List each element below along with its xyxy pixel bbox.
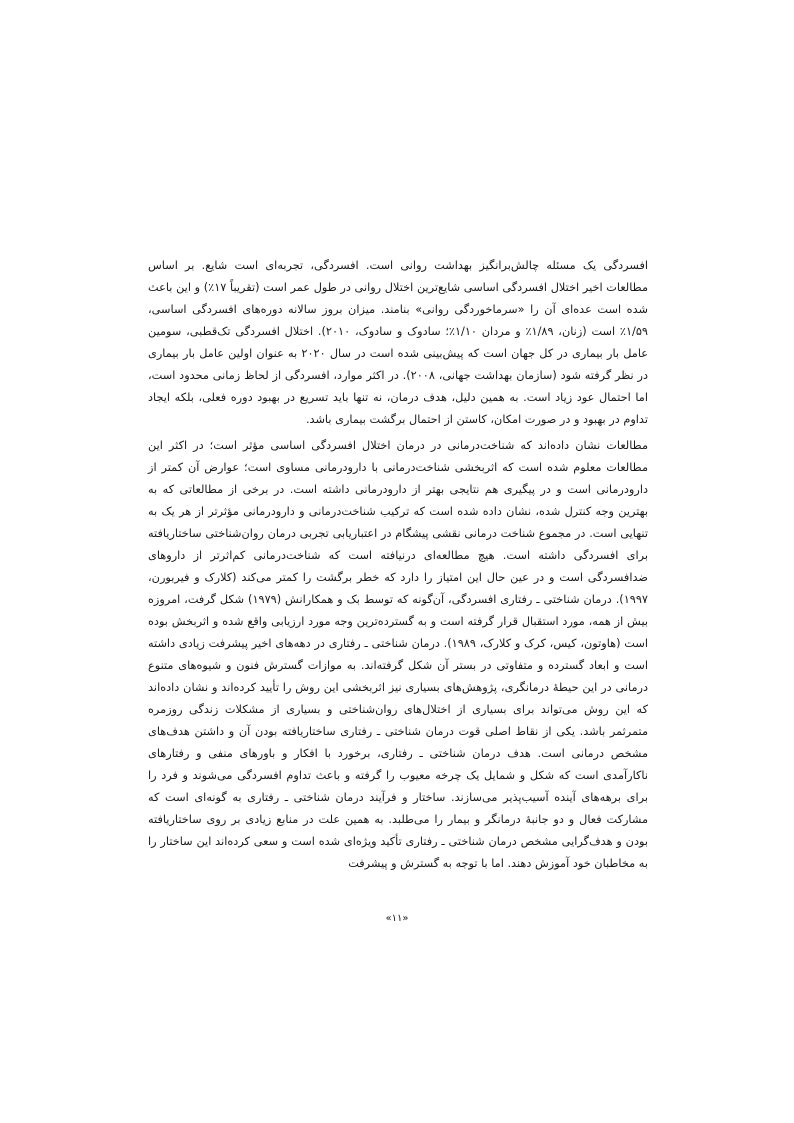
paragraph-1: افسردگی یک مسئله چالش‌برانگیز بهداشت روانی است. افسردگی، تجربه‌ای است شایع. بر اساس مطالعات اخیر اختلال افسردگی اساسی شایع‌ترین اختلال روانی در طول عمر است (تقریباً ۱۷٪) و این باعث شده است عده‌ای آن را «سرماخوردگی روانی» بنامند. میزان بروز سالانه دوره‌های افسردگی اساسی، ۱/۵۹٪ است (زنان، ۱/۸۹٪ و مردان ۱/۱۰٪؛ سادوک و سادوک، ۲۰۱۰). اختلال افسردگی تک‌قطبی، سومین عامل بار بیماری در کل جهان است که پیش‌بینی شده است در سال ۲۰۲۰ به عنوان اولین عامل بار بیماری در نظر گرفته شود (سازمان بهداشت جهانی، ۲۰۰۸). در اکثر موارد، افسردگی از لحاظ زمانی محدود است، اما احتمال عود زیاد است. به همین دلیل، هدف درمان، نه تنها باید تسریع در بهبود دوره فعلی، بلکه ایجاد تداوم در بهبود و در صورت امکان، کاستن از احتمال برگشت بیماری باشد. (148, 259, 648, 426)
page-body (148, 255, 648, 875)
page-number: «۱۱» (385, 913, 409, 924)
paragraph-2: مطالعات نشان داده‌اند که شناخت‌درمانی در درمان اختلال افسردگی اساسی مؤثر است؛ در اکثر این مطالعات معلوم شده است که اثربخشی شناخت‌درمانی با دارودرمانی مساوی است؛ عوارض آن کمتر از دارودرمانی است و در پیگیری هم نتایجی بهتر از دارودرمانی داشته است. در برخی از مطالعاتی که به بهترین وجه کنترل شده، نشان داده شده است که ترکیب شناخت‌درمانی و دارودرمانی مؤثرتر از هر یک به تنهایی است. در مجموع شناخت درمانی نقشی پیشگام در اعتباریابی تجربی درمان روان‌شناختی ساختاریافته برای افسردگی داشته است. هیچ مطالعه‌ای درنیافته است که شناخت‌درمانی کم‌اثرتر از داروهای ضدافسردگی است و در عین حال این امتیاز را دارد که خطر برگشت را کمتر می‌کند (کلارک و فیربورن، ۱۹۹۷). درمان شناختی ـ رفتاری افسردگی، آن‌گونه که توسط بک و همکارانش (۱۹۷۹) شکل گرفت، امروزه بیش از همه، مورد استقبال قرار گرفته است و به گسترده‌ترین وجه مورد ارزیابی واقع شده و اثربخش بوده است (هاوتون، کیس، کرک و کلارک، ۱۹۸۹). درمان شناختی ـ رفتاری در دهه‌های اخیر پیشرفت زیادی داشته است و ابعاد گسترده و متفاوتی در بستر آن شکل گرفته‌اند. به موازات گسترش فنون و شیوه‌های متنوع درمانی در این حیطهٔ درمانگری، پژوهش‌های بسیاری نیز اثربخشی این روش را تأیید کرده‌اند و نشان داده‌اند که این روش می‌تواند برای بسیاری از اختلال‌های روان‌شناختی و بسیاری از مشکلات زندگی روزمره متمرثمر باشد. یکی از نقاط اصلی قوت درمان شناختی ـ رفتاری ساختاریافته بودن آن و داشتن هدف‌های مشخص درمانی است. هدف درمان شناختی ـ رفتاری، برخورد با افکار و باورهای منفی و رفتارهای ناکارآمدی است که شکل و شمایل یک چرخه معیوب را گرفته و باعث تداوم افسردگی می‌شوند و فرد را برای برهه‌های آینده آسیب‌پذیر می‌سازند. ساختار و فرآیند درمان شناختی ـ رفتاری به گونه‌ای است که مشارکت فعال و دو جانبهٔ درمانگر و بیمار را می‌طلبد. به همین علت در منابع زیادی بر روی ساختاریافته بودن و هدف‌گرایی مشخص درمان شناختی ـ رفتاری تأکید ویژه‌ای شده است و سعی کرده‌اند این ساختار را به مخاطبان خود آموزش دهند. اما با توجه به گسترش و پیشرفت (148, 439, 649, 870)
